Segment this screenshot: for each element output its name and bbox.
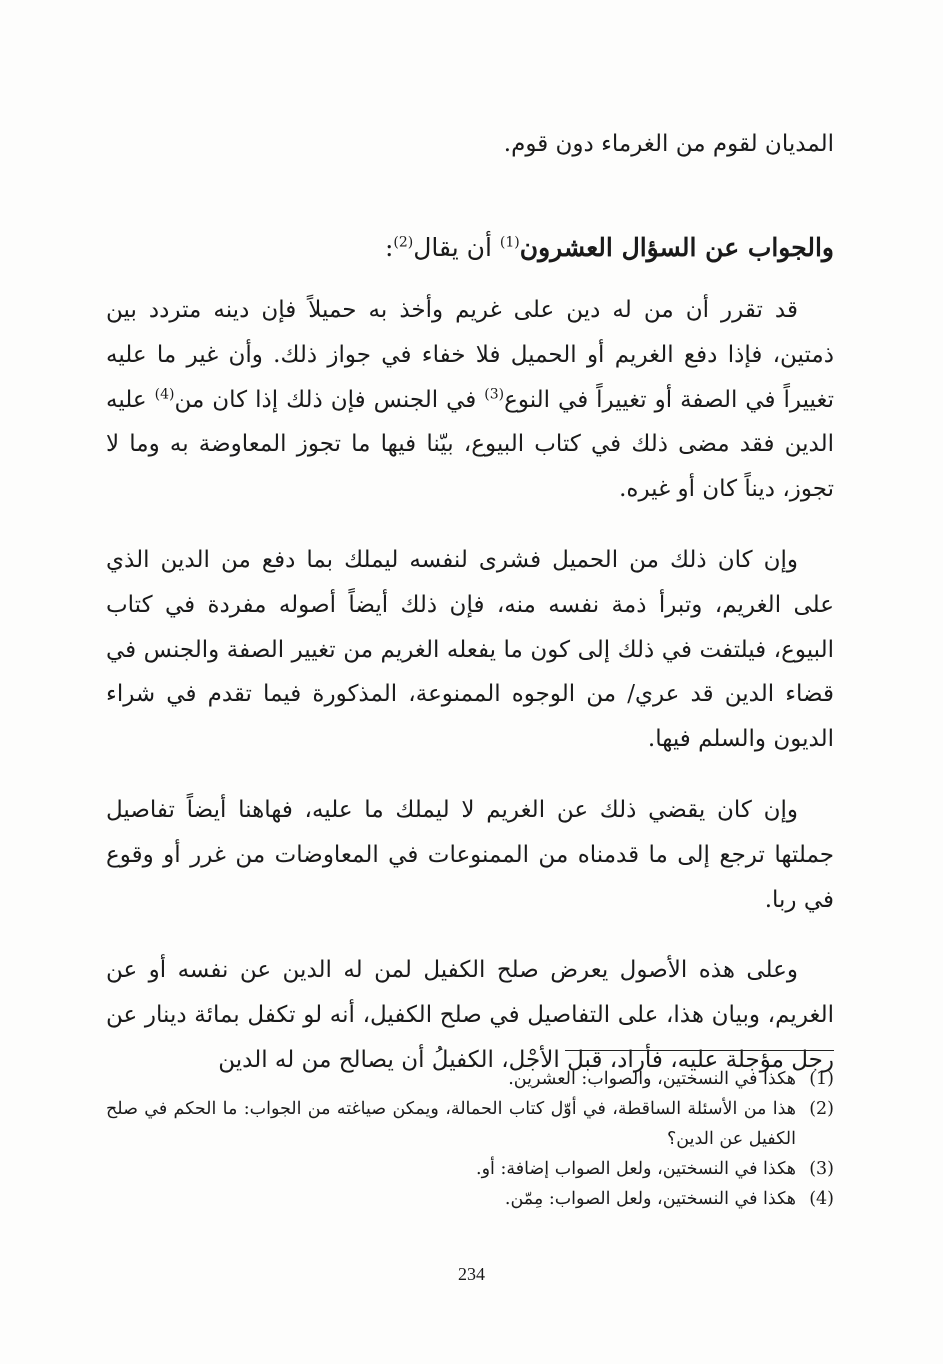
footnote-text: هكذا في النسختين، ولعل الصواب إضافة: أو. [476, 1159, 796, 1179]
footnote-number: (1) [809, 1069, 834, 1089]
body-text [106, 288, 834, 1083]
heading-bold-text: والجواب عن السؤال العشرون [519, 233, 834, 262]
footnote [106, 1064, 834, 1094]
heading-colon: : [384, 233, 394, 262]
footnote-ref-4: (4) [154, 385, 175, 402]
section-heading [106, 226, 834, 270]
footnote [106, 1094, 834, 1154]
paragraph-1-part-b: في الجنس فإن ذلك إذا كان من [174, 386, 485, 413]
footnote-number: (3) [809, 1159, 834, 1179]
paragraph-2: وإن كان ذلك من الحميل فشرى لنفسه ليملك بما دفع من الدين الذي على الغريم، وتبرأ ذمة نفسه منه، فإن ذلك أيضاً أصوله مفردة في كتاب البيوع، فيلتفت في ذلك إلى كون ما يفعله الغريم من تغيير الصفة والجنس في قضاء الدين قد عري/ من الوجوه الممنوعة، المذكورة فيما تقدم في شراء الديون والسلم فيها. [106, 546, 834, 753]
footnote-number: (4) [809, 1189, 834, 1209]
footnote-ref-3: (3) [484, 385, 505, 402]
footnote-ref-2: (2) [393, 234, 414, 251]
footnote [106, 1154, 834, 1184]
paragraph-1 [106, 288, 834, 512]
intro-line: المديان لقوم من الغرماء دون قوم. [503, 131, 834, 157]
page-number: 234 [458, 1264, 485, 1284]
paragraph-1-part-c: عليه الدين فقد مضى ذلك في كتاب البيوع، بيّنا فيها ما تجوز المعاوضة به وما لا تجوز، ديناً كان أو غيره. [106, 386, 834, 503]
paragraph-1-part-a: قد تقرر أن من له دين على غريم وأخذ به حميلاً فإن دينه متردد بين ذمتين، فإذا دفع الغريم أو الحميل فلا خفاء في جواز ذلك. وأن غير ما عليه تغييراً في الصفة أو تغييراً في النوع [106, 297, 834, 413]
footnote-text: هذا من الأسئلة الساقطة، في أوّل كتاب الحمالة، ويمكن صياغته من الجواب: ما الحكم في صلح الكفيل عن الدين؟ [106, 1099, 796, 1149]
footnote-separator [565, 1050, 834, 1051]
paragraph-3: وإن كان يقضي ذلك عن الغريم لا ليملك ما عليه، فهاهنا أيضاً تفاصيل جملتها ترجع إلى ما قدمناه من الممنوعات في المعاوضات من غرر أو وقوع في ربا. [106, 796, 834, 913]
footnote-text: هكذا في النسختين، ولعل الصواب: مِمّن. [504, 1189, 796, 1209]
paragraph-4: وعلى هذه الأصول يعرض صلح الكفيل لمن له الدين عن نفسه أو عن الغريم، وبيان هذا، على التفاصيل في صلح الكفيل، أنه لو تكفل بمائة دينار عن رجل مؤجلة عليه، فأراد، قبل الأجْل، الكفيلُ أن يصالح من له الدين [106, 957, 834, 1073]
footnote-number: (2) [809, 1099, 834, 1119]
footnotes [106, 1064, 834, 1214]
heading-text: أن يقال [413, 233, 500, 262]
footnote-text: هكذا في النسختين، والصواب: العشرين. [508, 1069, 796, 1089]
footnote [106, 1184, 834, 1214]
footnote-ref-1: (1) [499, 234, 520, 251]
